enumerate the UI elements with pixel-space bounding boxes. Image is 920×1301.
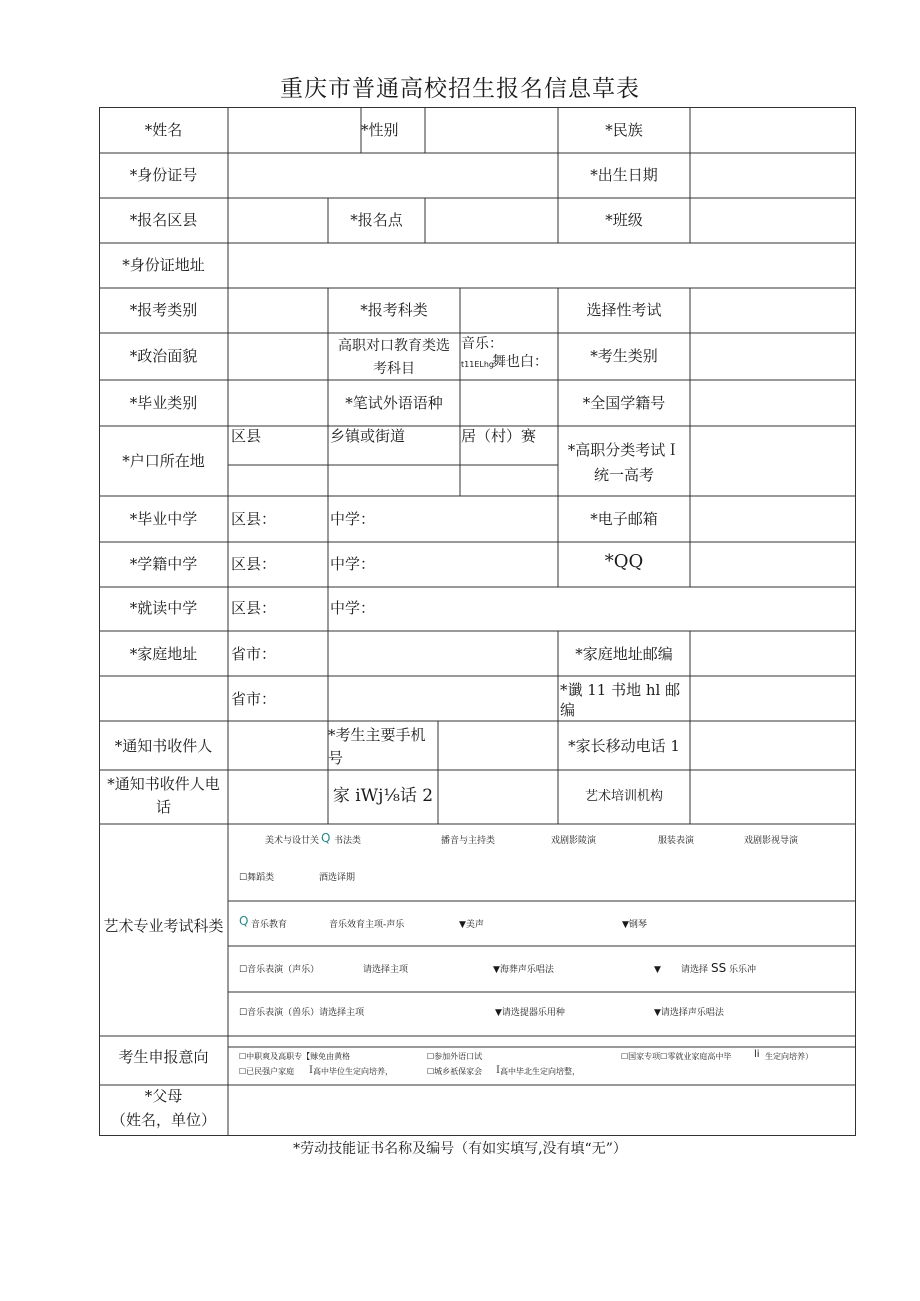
elective-label: 选择性考试 [586, 301, 662, 319]
art-exam-label: 艺术专业考试科类 [103, 917, 224, 935]
id-address-label: *身份证地址 [122, 256, 205, 274]
dance-label: 舞也白： [492, 354, 548, 370]
class-field[interactable] [691, 199, 855, 242]
main-phone-label-2: 号 [328, 749, 344, 767]
mail-postcode-label-2: 编 [560, 701, 576, 719]
exam-subject-field[interactable] [461, 289, 557, 332]
hukou-village-label: 居（村）赛 [461, 427, 537, 445]
art-training-field[interactable] [691, 771, 855, 823]
name-label: *姓名 [144, 121, 183, 139]
recipient-phone-label-2: 话 [155, 798, 171, 816]
district-label: *报名区县 [129, 211, 198, 229]
intent-option-separator: li [754, 1049, 760, 1060]
art-option-radio-icon[interactable]: Q [321, 831, 331, 845]
instrument-vocal-style-select[interactable]: ▼请选择声乐唱法 [654, 1008, 724, 1018]
mail-address-field[interactable] [329, 677, 557, 720]
foreign-lang-label: *笔试外语语种 [345, 394, 443, 412]
intent-option-low-income-tail: 高中毕北生定向培整， [500, 1067, 580, 1076]
art-option-calligraphy[interactable]: 书法类 [334, 836, 362, 846]
grad-type-field[interactable] [229, 381, 327, 425]
intent-option-low-income-sep: Ｉ [493, 1065, 503, 1076]
home-phone-field[interactable] [439, 771, 557, 823]
recipient-label: *通知书收件人 [114, 737, 213, 755]
mail-province-label: 省市： [231, 690, 277, 708]
district-field[interactable] [229, 199, 327, 242]
vocational-exam-field[interactable] [691, 427, 855, 495]
qq-label: *QQ [604, 551, 644, 572]
gender-field[interactable] [426, 108, 557, 152]
art-option-instrumental-performance[interactable]: ☐音乐表演（兽乐）请选择主项 [239, 1008, 365, 1018]
art-option-fine-arts[interactable]: 美术与设廿关 [265, 836, 320, 846]
id-address-field[interactable] [229, 244, 855, 287]
reg-point-label: *报名点 [350, 211, 403, 229]
intent-option-foreign-oral[interactable]: ☐参加外语口试 [427, 1052, 483, 1061]
grad-type-label: *毕业类别 [129, 394, 198, 412]
art-dance-select[interactable]: 酒选译期 [319, 873, 356, 883]
qq-field[interactable] [691, 543, 855, 586]
intent-option-poverty-family[interactable]: ☐已民强户家庭 [239, 1067, 295, 1076]
grad-school-name-label: 中学： [330, 510, 376, 528]
student-no-field[interactable] [691, 381, 855, 425]
music-edu-radio-icon[interactable]: Q [239, 914, 249, 928]
political-field[interactable] [229, 334, 327, 379]
ethnicity-label: *民族 [605, 121, 643, 139]
footnote: *劳动技能证书名称及编号（有如实填写,没有填“无”） [293, 1141, 627, 1157]
recipient-field[interactable] [229, 722, 327, 769]
music-label: 音乐： [461, 336, 503, 352]
student-no-label: *全国学籍号 [582, 394, 666, 412]
hukou-town-label: 乡镇或街道 [330, 427, 406, 445]
foreign-lang-field[interactable] [461, 381, 557, 425]
intent-option-low-income[interactable]: ☐城乡祇保家会 [427, 1067, 483, 1076]
art-option-drama-directing[interactable]: 戏剧影视导演 [744, 836, 799, 846]
recipient-phone-label-1: *通知书收件人电 [107, 775, 220, 793]
class-label: *班级 [605, 211, 643, 229]
vocational-exam-label-1: *高职分类考试Ｉ [567, 441, 681, 459]
ethnicity-field[interactable] [691, 108, 855, 152]
parents-label-2: （姓名，单位） [110, 1111, 216, 1129]
vocational-exam-label-2: 统一高考 [593, 466, 654, 484]
attend-school-county-label: 区县： [231, 599, 277, 617]
music-edu-major[interactable]: 音乐效育主项-声乐 [329, 920, 405, 930]
reg-point-field[interactable] [426, 199, 557, 242]
parents-label-1: *父母 [144, 1087, 183, 1105]
hukou-district-label: 区县 [231, 427, 262, 445]
intent-label: 考生申报意向 [118, 1048, 209, 1066]
hukou-district-field[interactable] [229, 466, 327, 495]
dropdown-arrow-icon[interactable]: ▼ [654, 965, 661, 975]
music-edu-voice-select[interactable]: ▼美声 [459, 920, 484, 930]
email-field[interactable] [691, 497, 855, 541]
art-option-dance[interactable]: ☐舞蹈类 [239, 873, 275, 883]
intent-option-poverty-sep: Ｉ [306, 1065, 316, 1076]
gender-label: *性别 [361, 121, 399, 139]
intent-option-national-special[interactable]: ☐国家专项☐零就业家庭高中毕 [621, 1052, 732, 1061]
vocal-major-select[interactable]: 请选择主项 [363, 965, 409, 975]
vocal-extra-text: 乐乐冲 [729, 965, 757, 975]
birth-date-field[interactable] [691, 154, 855, 197]
exam-type-field[interactable] [229, 289, 327, 332]
page-title: 重庆市普通高校招生报名信息草表 [280, 76, 640, 102]
parents-field[interactable] [229, 1086, 855, 1135]
main-phone-label-1: *考生主要手机 [328, 726, 426, 744]
vocal-extra-select[interactable]: 请选择 [681, 965, 709, 975]
id-number-field[interactable] [229, 154, 557, 197]
elective-field[interactable] [691, 289, 855, 332]
vocational-subject-label-2: 考科目 [373, 361, 415, 377]
parent-phone-field[interactable] [691, 722, 855, 769]
reg-school-label: *学籍中学 [129, 555, 198, 573]
hukou-label: *户口所在地 [122, 452, 205, 470]
home-phone-label: 家 iWj⅛话 2 [332, 786, 434, 806]
vocal-style-select[interactable]: ▼海葬声乐唱法 [493, 965, 554, 975]
reg-school-county-label: 区县： [231, 555, 277, 573]
registration-form [99, 107, 856, 1136]
home-province-label: 省市： [231, 645, 277, 663]
recipient-phone-field[interactable] [229, 771, 327, 823]
home-address-label: *家庭地址 [129, 645, 198, 663]
grad-school-county-label: 区县： [231, 510, 277, 528]
art-option-broadcasting[interactable]: 播音与主持类 [441, 836, 496, 846]
music-edu-piano-select[interactable]: ▼钢琴 [622, 920, 647, 930]
grad-school-label: *毕业中学 [129, 510, 198, 528]
home-postcode-label: *家庭地址邮编 [575, 645, 673, 663]
intent-option-national-special-tail: 生定向培养） [765, 1052, 813, 1061]
mail-postcode-field[interactable] [691, 677, 855, 720]
home-postcode-field[interactable] [691, 632, 855, 675]
intent-option-vocational-exempt[interactable]: ☐中职爽及高职专【赇免由黄格 [239, 1052, 351, 1061]
art-option-music-education[interactable]: 音乐教育 [251, 920, 288, 930]
candidate-type-field[interactable] [691, 334, 855, 379]
exam-type-label: *报考类别 [129, 301, 198, 319]
exam-subject-label: *报考科类 [360, 301, 428, 319]
attend-school-name-label: 中学： [330, 599, 376, 617]
candidate-type-label: *考生类别 [590, 347, 658, 365]
id-number-label: *身份证号 [129, 166, 198, 184]
art-training-label: 艺术培训机构 [584, 789, 663, 804]
art-option-drama-acting[interactable]: 戏剧影陵演 [551, 836, 597, 846]
home-address-field[interactable] [329, 632, 557, 675]
main-phone-field[interactable] [439, 722, 557, 769]
hukou-village-field[interactable] [461, 466, 557, 495]
art-option-fashion-show[interactable]: 服装表演 [658, 836, 695, 846]
parent-phone-label: *家长移动电话 1 [568, 737, 680, 755]
music-small-text: t11ELhg [461, 360, 494, 369]
political-label: *政治面貌 [129, 347, 198, 365]
vocal-extra-code: SS [711, 961, 727, 975]
mail-postcode-label-1: *谶 11 书地 hl 邮 [560, 681, 681, 699]
attend-school-label: *就读中学 [129, 599, 198, 617]
vocational-subject-label-1: 高职对口教育类选 [338, 338, 450, 354]
reg-school-name-label: 中学： [330, 555, 376, 573]
email-label: *电子邮箱 [590, 510, 658, 528]
art-option-vocal-performance[interactable]: ☐音乐表演（声乐） [239, 965, 320, 975]
birth-date-label: *出生日期 [590, 166, 658, 184]
hukou-town-field[interactable] [329, 466, 459, 495]
intent-option-poverty-tail: 高中毕位生定向培养， [313, 1067, 393, 1076]
name-field[interactable] [229, 108, 360, 152]
instrument-type-select[interactable]: ▼请选提器乐用种 [495, 1008, 565, 1018]
